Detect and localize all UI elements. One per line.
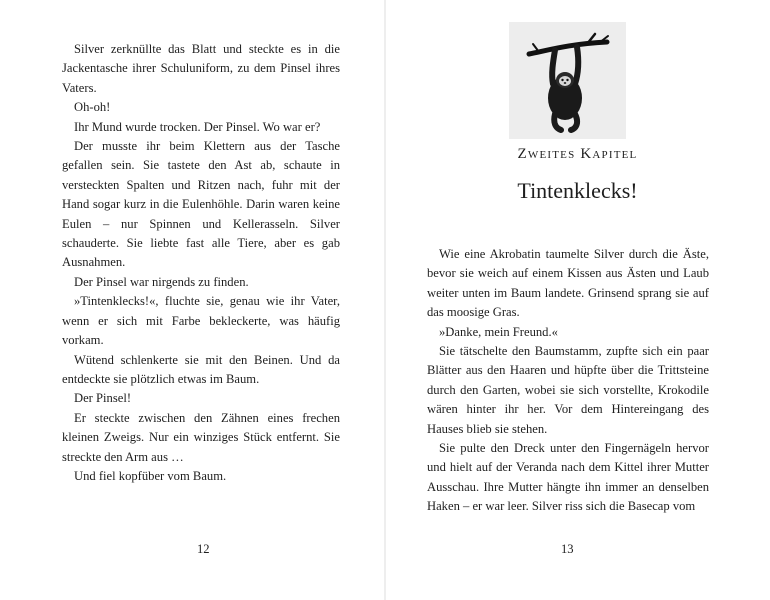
chapter-label: Zweites Kapitel [517,146,638,162]
paragraph: Wütend schlenkerte sie mit den Beinen. Und da entdeckte sie plötzlich etwas im Baum. [62,352,340,386]
paragraph: Der musste ihr beim Klettern aus der Tasche gefallen sein. Sie tastete den Ast ab, schaute in versteckten Spalten und Ritzen nach, fuhr mit der Hand sogar kurz in die Eulenhöhle. Darin waren keine Eulen – nur Spinnen und Kellerasseln. Silver schauderte. Sie liebte fast alle Tiere, aber es gab Ausnahmen. [62,139,340,270]
paragraph: Der Pinsel! [74,391,132,406]
paragraph: Ihr Mund wurde trocken. Der Pinsel. Wo war er? [74,119,321,134]
chapter-title: Tintenklecks! [517,178,638,203]
book-gutter [384,0,386,600]
paragraph: Sie tätschelte den Baumstamm, zupfte sich ein paar Blätter aus den Haaren und hüpfte über die Trittsteine durch den Garten, wobei sie sich vorstellte, Krokodile wären hinter ihr her. Vor dem Hintereingang des Hauses blieb sie stehen. [427,344,709,436]
paragraph: Er steckte zwischen den Zähnen eines frechen kleinen Zweigs. Nur ein winziges Stück entfernt. Sie streckte den Arm aus … [62,410,340,464]
right-page-text [427,245,709,517]
paragraph: Oh-oh! [74,100,111,115]
paragraph: Und fiel kopfüber vom Baum. [74,468,227,483]
paragraph: Sie pulte den Dreck unter den Fingernägeln hervor und hielt auf der Veranda nach dem Kittel ihrer Mutter Ausschau. Ihre Mutter hängte ihn immer an denselben Haken – er war leer. Silver riss sich die Basecap vom [427,441,709,514]
left-page-text [62,40,340,486]
page-number-left: 12 [197,542,210,556]
paragraph: Der Pinsel war nirgends zu finden. [74,274,249,289]
paragraph: Silver zerknüllte das Blatt und steckte es in die Jackentasche ihrer Schuluniform, zu dem Pinsel ihres Vaters. [62,42,340,95]
page-number-right: 13 [561,542,574,556]
paragraph: »Tintenklecks!«, fluchte sie, genau wie ihr Vater, wenn er sich mit Farbe bekleckerte, was häufig vorkam. [62,294,340,348]
paragraph: Wie eine Akrobatin taumelte Silver durch die Äste, bevor sie weich auf einem Kissen aus Ästen und Laub weiter unten im Baum landete. Grinsend sprang sie auf das moosige Gras. [427,247,709,320]
sloth-hanging-from-branch-icon [509,22,626,139]
paragraph: »Danke, mein Freund.« [439,324,558,339]
